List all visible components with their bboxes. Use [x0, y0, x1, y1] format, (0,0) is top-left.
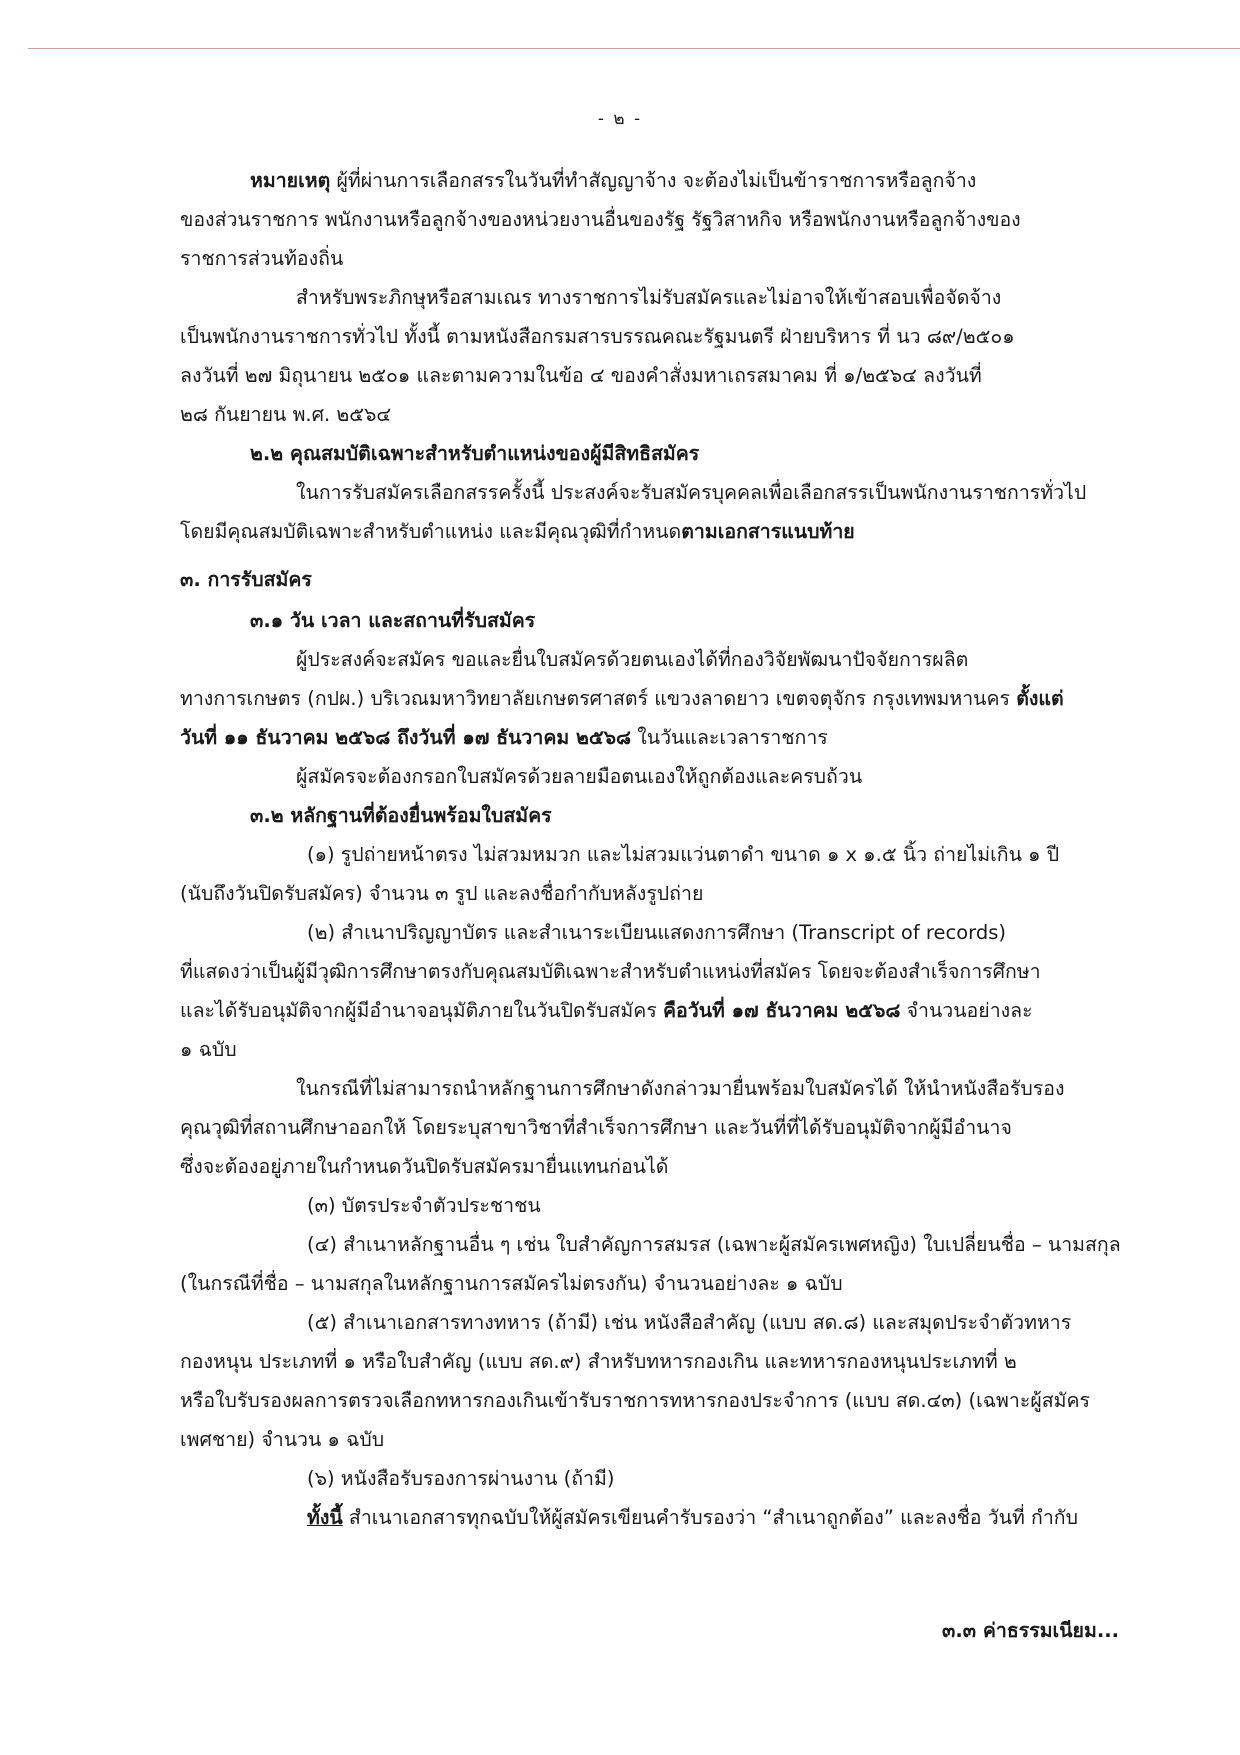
- section-3-1-heading: [250, 608, 535, 634]
- closing-line: [307, 1505, 1078, 1531]
- section-3-heading-text: ๓. การรับสมัคร: [180, 568, 312, 591]
- item-2-tail: จำนวนอย่างละ: [900, 999, 1033, 1022]
- note-line-1: [250, 168, 976, 194]
- item-1-line-1: (๑) รูปถ่ายหน้าตรง ไม่สวมหมวก และไม่สวมแว่นตาดำ ขนาด ๑ x ๑.๕ นิ้ว ถ่ายไม่เกิน ๑ ปี: [307, 843, 1060, 866]
- item-2-line-1: (๒) สำเนาปริญญาบัตร และสำเนาระเบียนแสดงการศึกษา (Transcript of records): [307, 921, 1006, 944]
- note-line-3: ราชการส่วนท้องถิ่น: [180, 247, 344, 270]
- section-3-heading: [180, 567, 312, 593]
- item-2-text: และได้รับอนุมัติจากผู้มีอำนาจอนุมัติภายในวันปิดรับสมัคร: [180, 999, 663, 1022]
- annex-reference: ตามเอกสารแนบท้าย: [681, 520, 855, 543]
- section-3-1-line-1: ผู้ประสงค์จะสมัคร ขอและยื่นใบสมัครด้วยตนเองได้ที่กองวิจัยพัฒนาปัจจัยการผลิต: [296, 648, 969, 671]
- item-4-line-1: (๔) สำเนาหลักฐานอื่น ๆ เช่น ใบสำคัญการสมรส (เฉพาะผู้สมัครเพศหญิง) ใบเปลี่ยนชื่อ – นามสกุล: [307, 1233, 1121, 1256]
- section-3-1-line-4: ผู้สมัครจะต้องกรอกใบสมัครด้วยลายมือตนเองให้ถูกต้องและครบถ้วน: [296, 765, 863, 788]
- item-2-line-2: ที่แสดงว่าเป็นผู้มีวุฒิการศึกษาตรงกับคุณสมบัติเฉพาะสำหรับตำแหน่งที่สมัคร โดยจะต้องสำเร็จการศึกษา: [180, 960, 1041, 983]
- location-text: ทางการเกษตร (กปผ.) บริเวณมหาวิทยาลัยเกษตรศาสตร์ แขวงลาดยาว เขตจตุจักร กรุงเทพมหานคร: [180, 687, 1017, 710]
- from-label: ตั้งแต่: [1016, 687, 1064, 710]
- section-3-1-line-2: [180, 686, 1064, 712]
- note-label: หมายเหตุ: [250, 169, 331, 192]
- item-5-line-2: กองหนุน ประเภทที่ ๑ หรือใบสำคัญ (แบบ สด.๙) สำหรับทหารกองเกิน และทหารกองหนุนประเภทที่ ๒: [180, 1350, 1017, 1373]
- next-page-reference: ๓.๓ ค่าธรรมเนียม...: [942, 1619, 1120, 1642]
- section-2-2-heading: [250, 441, 699, 467]
- section-3-1-line-3: [180, 725, 828, 751]
- monks-line-4: ๒๘ กันยายน พ.ศ. ๒๕๖๔: [180, 403, 392, 426]
- section-3-1-heading-text: ๓.๑ วัน เวลา และสถานที่รับสมัคร: [250, 609, 536, 632]
- item-6: (๖) หนังสือรับรองการผ่านงาน (ถ้ามี): [307, 1467, 615, 1490]
- application-dates: วันที่ ๑๑ ธันวาคม ๒๕๖๘ ถึงวันที่ ๑๗ ธันวาคม ๒๕๖๘: [180, 726, 632, 749]
- item-5-line-4: เพศชาย) จำนวน ๑ ฉบับ: [180, 1428, 385, 1451]
- section-2-2-line-1: ในการรับสมัครเลือกสรรครั้งนี้ ประสงค์จะรับสมัครบุคคลเพื่อเลือกสรรเป็นพนักงานราชการทั่วไป: [296, 481, 1087, 504]
- alt-line-3: ซึ่งจะต้องอยู่ภายในกำหนดวันปิดรับสมัครมายื่นแทนก่อนได้: [180, 1155, 669, 1178]
- item-2-line-3: [180, 998, 1033, 1024]
- item-2-line-4: ๑ ฉบับ: [180, 1038, 237, 1061]
- office-hours-text: ในวันและเวลาราชการ: [631, 726, 828, 749]
- note-line-2: ของส่วนราชการ พนักงานหรือลูกจ้างของหน่วยงานอื่นของรัฐ รัฐวิสาหกิจ หรือพนักงานหรือลูกจ้างของ: [180, 208, 1021, 231]
- closing-text: สำเนาเอกสารทุกฉบับให้ผู้สมัครเขียนคำรับรองว่า “สำเนาถูกต้อง” และลงชื่อ วันที่ กำกับ: [342, 1506, 1078, 1529]
- alt-line-1: ในกรณีที่ไม่สามารถนำหลักฐานการศึกษาดังกล่าวมายื่นพร้อมใบสมัครได้ ให้นำหนังสือรับรอง: [296, 1077, 1065, 1100]
- alt-line-2: คุณวุฒิที่สถานศึกษาออกให้ โดยระบุสาขาวิชาที่สำเร็จการศึกษา และวันที่ที่ได้รับอนุมัติจากผู้มีอำนาจ: [180, 1116, 1012, 1139]
- section-2-2-text: โดยมีคุณสมบัติเฉพาะสำหรับตำแหน่ง และมีคุณวุฒิที่กำหนด: [180, 520, 682, 543]
- note-text: ผู้ที่ผ่านการเลือกสรรในวันที่ทำสัญญาจ้าง จะต้องไม่เป็นข้าราชการหรือลูกจ้าง: [330, 169, 977, 192]
- item-1-line-2: (นับถึงวันปิดรับสมัคร) จำนวน ๓ รูป และลงชื่อกำกับหลังรูปถ่าย: [180, 882, 704, 905]
- page-number: - ๒ -: [597, 109, 643, 129]
- closing-date: คือวันที่ ๑๗ ธันวาคม ๒๕๖๘: [663, 999, 901, 1022]
- item-4-line-2: (ในกรณีที่ชื่อ – นามสกุลในหลักฐานการสมัครไม่ตรงกัน) จำนวนอย่างละ ๑ ฉบับ: [180, 1272, 843, 1295]
- monks-line-3: ลงวันที่ ๒๗ มิถุนายน ๒๕๐๑ และตามความในข้อ ๔ ของคำสั่งมหาเถรสมาคม ที่ ๑/๒๕๖๔ ลงวันที่: [180, 364, 982, 387]
- top-border-line: [28, 48, 1240, 49]
- item-5-line-3: หรือใบรับรองผลการตรวจเลือกทหารกองเกินเข้ารับราชการทหารกองประจำการ (แบบ สด.๔๓) (เฉพาะผู้สมัคร: [180, 1389, 1091, 1412]
- section-2-2-heading-text: ๒.๒ คุณสมบัติเฉพาะสำหรับตำแหน่งของผู้มีสิทธิสมัคร: [250, 442, 700, 465]
- item-3: (๓) บัตรประจำตัวประชาชน: [307, 1194, 541, 1217]
- item-5-line-1: (๕) สำเนาเอกสารทางทหาร (ถ้ามี) เช่น หนังสือสำคัญ (แบบ สด.๘) และสมุดประจำตัวทหาร: [307, 1311, 1072, 1334]
- section-2-2-line-2: [180, 519, 855, 545]
- closing-label: ทั้งนี้: [307, 1506, 343, 1529]
- section-3-2-heading: [250, 803, 552, 829]
- monks-line-1: สำหรับพระภิกษุหรือสามเณร ทางราชการไม่รับสมัครและไม่อาจให้เข้าสอบเพื่อจัดจ้าง: [296, 286, 1002, 309]
- monks-line-2: เป็นพนักงานราชการทั่วไป ทั้งนี้ ตามหนังสือกรมสารบรรณคณะรัฐมนตรี ฝ่ายบริหาร ที่ นว ๘๙/๒๕๐๑: [180, 325, 1015, 348]
- section-3-2-heading-text: ๓.๒ หลักฐานที่ต้องยื่นพร้อมใบสมัคร: [250, 804, 552, 827]
